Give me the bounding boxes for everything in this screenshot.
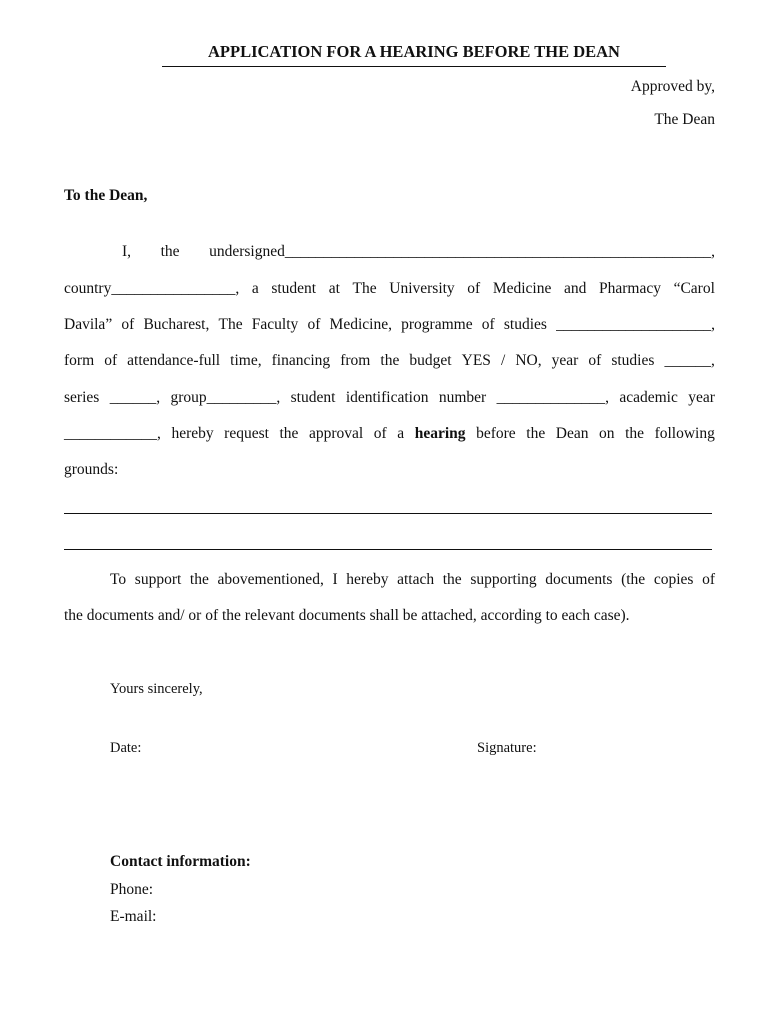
word: attach xyxy=(397,571,435,588)
word: year xyxy=(551,352,579,369)
word: undersigned_______________________________________________________, xyxy=(209,243,715,260)
word: time, xyxy=(230,352,262,369)
word: ______, xyxy=(109,389,161,406)
word: financing xyxy=(271,352,331,369)
body-line-5 xyxy=(64,389,715,407)
word: ______, xyxy=(664,352,715,369)
word: approval xyxy=(309,425,364,442)
word: ____________________, xyxy=(556,316,715,333)
word: Pharmacy xyxy=(598,280,661,297)
word: / xyxy=(500,352,506,369)
closing-sincerely: Yours sincerely, xyxy=(110,681,203,697)
word: year xyxy=(688,389,715,406)
word: of xyxy=(467,280,481,297)
grounds-blank-line-2[interactable] xyxy=(64,549,712,550)
word: the xyxy=(380,352,400,369)
contact-heading: Contact information: xyxy=(110,853,251,870)
signature-label: Signature: xyxy=(477,740,537,756)
word: Bucharest, xyxy=(143,316,210,333)
word: the xyxy=(526,425,546,442)
body-line-3 xyxy=(64,316,715,334)
word: studies xyxy=(503,316,547,333)
word: the xyxy=(625,425,645,442)
word: series xyxy=(64,389,100,406)
support-line-2: the documents and/ or of the relevant documents shall be attached, according to each case). xyxy=(64,607,630,624)
word: group_________, xyxy=(170,389,281,406)
phone-label: Phone: xyxy=(110,881,154,898)
word: of xyxy=(307,316,321,333)
word: at xyxy=(328,280,340,297)
email-label: E-mail: xyxy=(110,908,157,925)
word: “Carol xyxy=(673,280,715,297)
word: of xyxy=(121,316,135,333)
word: following xyxy=(654,425,715,442)
word: copies xyxy=(653,571,694,588)
word: Medicine, xyxy=(329,316,392,333)
word: NO, xyxy=(515,352,542,369)
word: of xyxy=(702,571,715,588)
word: and xyxy=(563,280,587,297)
word: the xyxy=(189,571,209,588)
hearing-keyword: hearing xyxy=(414,425,466,442)
word: hereby xyxy=(171,425,214,442)
word: a xyxy=(397,425,405,442)
salutation: To the Dean, xyxy=(64,187,148,204)
word: Medicine xyxy=(492,280,552,297)
word: hereby xyxy=(346,571,389,588)
word: of xyxy=(481,316,495,333)
date-label: Date: xyxy=(110,740,142,756)
word: student xyxy=(271,280,317,297)
word: support xyxy=(134,571,182,588)
word: student xyxy=(290,389,336,406)
word: ____________, xyxy=(64,425,161,442)
word: attendance-full xyxy=(127,352,221,369)
grounds-blank-line-1[interactable] xyxy=(64,513,712,514)
word: documents xyxy=(545,571,613,588)
word: Dean xyxy=(555,425,589,442)
word: abovementioned, xyxy=(217,571,324,588)
body-line-6 xyxy=(64,425,715,443)
word: the xyxy=(279,425,299,442)
word: form xyxy=(64,352,95,369)
word: of xyxy=(373,425,387,442)
body-line-1 xyxy=(122,243,715,261)
word: the xyxy=(442,571,462,588)
approver-name: The Dean xyxy=(654,111,715,128)
word: To xyxy=(110,571,127,588)
word: request xyxy=(224,425,269,442)
body-line-4 xyxy=(64,352,715,370)
word: University xyxy=(389,280,455,297)
word: the xyxy=(160,243,180,260)
word: academic xyxy=(619,389,678,406)
body-line-2 xyxy=(64,280,715,298)
word: from xyxy=(340,352,371,369)
approved-by-label: Approved by, xyxy=(630,78,715,95)
word: of xyxy=(104,352,118,369)
word: before xyxy=(476,425,516,442)
word: identification xyxy=(345,389,429,406)
word: I xyxy=(332,571,338,588)
word: on xyxy=(599,425,615,442)
word: programme xyxy=(401,316,473,333)
word: a xyxy=(251,280,259,297)
page-title: APPLICATION FOR A HEARING BEFORE THE DEAN xyxy=(162,42,666,67)
word: Faculty xyxy=(251,316,299,333)
word: The xyxy=(218,316,243,333)
word: YES xyxy=(461,352,491,369)
word: ______________, xyxy=(496,389,609,406)
word: I, xyxy=(122,243,132,260)
word: (the xyxy=(621,571,646,588)
word: Davila” xyxy=(64,316,113,333)
support-line-1 xyxy=(110,571,715,589)
word: of xyxy=(588,352,602,369)
body-line-7: grounds: xyxy=(64,461,119,478)
word: country________________, xyxy=(64,280,240,297)
word: studies xyxy=(611,352,655,369)
word: budget xyxy=(409,352,452,369)
word: number xyxy=(438,389,487,406)
word: supporting xyxy=(470,571,537,588)
word: The xyxy=(352,280,377,297)
